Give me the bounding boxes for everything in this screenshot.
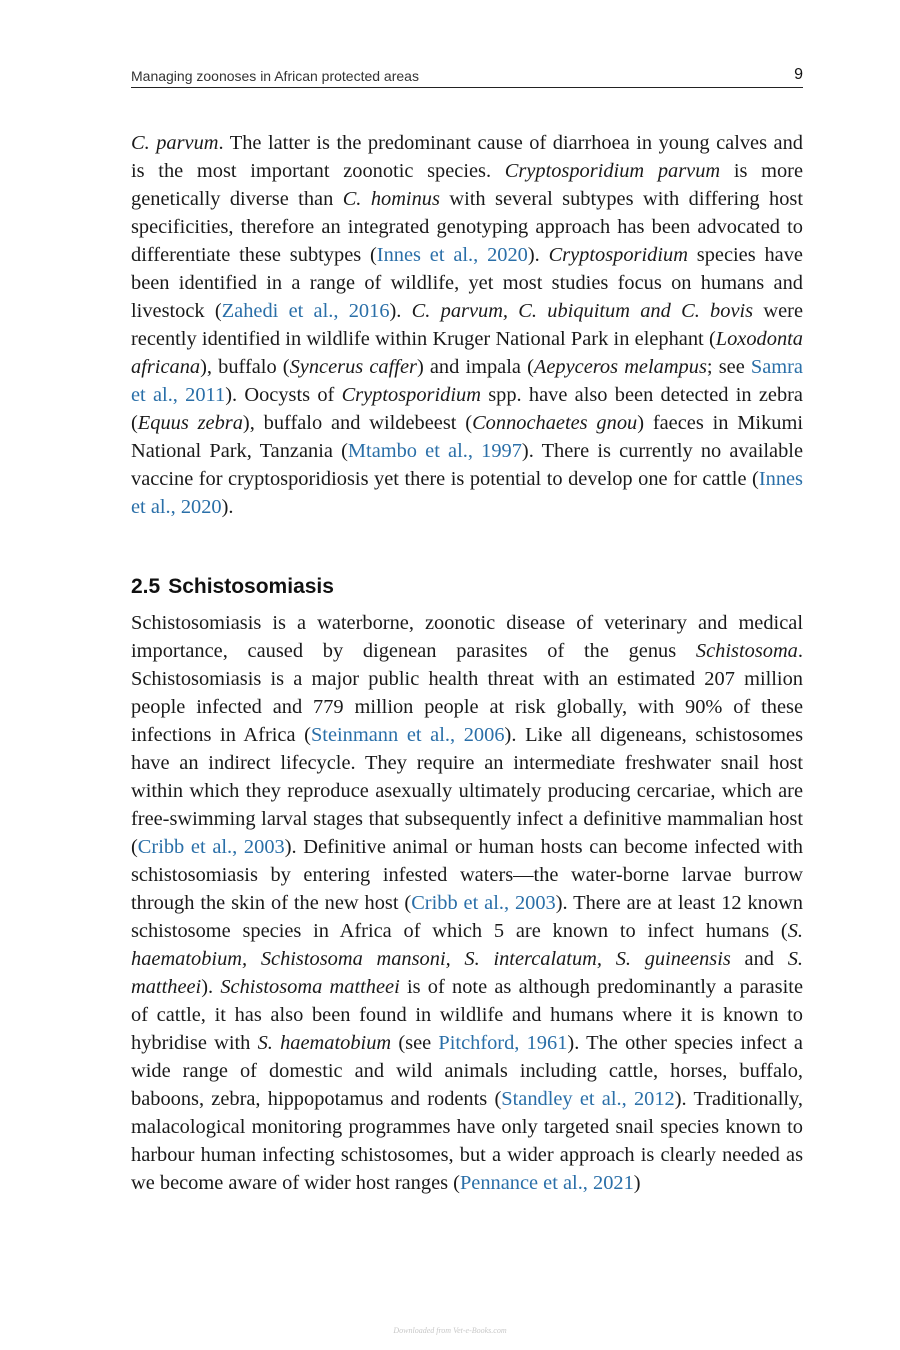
- species-name: C. hominus: [342, 188, 440, 210]
- running-title: Managing zoonoses in African protected areas: [131, 68, 419, 84]
- section-heading: [131, 573, 803, 601]
- citation-link[interactable]: Pennance et al., 2021: [459, 1172, 634, 1194]
- text-run: ).: [527, 244, 549, 266]
- text-run: . Schistosomiasis is a major public health threat with an estimated 207 million people infected and 779 million people at risk globally, with 90% of these infections in Africa (: [131, 640, 803, 746]
- species-name: C. parvum: [131, 132, 219, 154]
- citation-link[interactable]: Standley et al., 2012: [501, 1088, 675, 1110]
- text-run: were recently identified in wildlife within Kruger National Park in elephant (: [131, 300, 803, 350]
- species-name: Syncerus caffer: [289, 356, 417, 378]
- text-run: is more genetically diverse than: [131, 160, 803, 210]
- text-run: species have been identified in a range of wildlife, yet most studies focus on humans and livestock (: [131, 244, 803, 322]
- text-run: ). Definitive animal or human hosts can become infected with schistosomiasis by entering infested waters—the water-borne larvae burrow through the skin of the new host (: [131, 836, 803, 914]
- text-run: . The latter is the predominant cause of diarrhoea in young calves and is the most important zoonotic species.: [131, 132, 803, 182]
- page-number: 9: [794, 66, 803, 83]
- text-run: ). The other species infect a wide range of domestic and wild animals including cattle, horses, buffalo, baboons, zebra, hippopotamus and rodents (: [131, 1032, 803, 1110]
- text-run: is of note as although predominantly a parasite of cattle, it has also been found in wildlife and humans where it is known to hybridise with: [131, 976, 803, 1054]
- text-run: with several subtypes with differing host specificities, therefore an integrated genotyping approach has been advocated to differentiate these subtypes (: [131, 188, 804, 266]
- text-run: ): [633, 1172, 641, 1194]
- download-watermark: Downloaded from Vet-e-Books.com: [393, 1326, 507, 1335]
- citation-link[interactable]: Samra et al., 2011: [131, 356, 803, 406]
- citation-link[interactable]: Innes et al., 2020: [131, 468, 803, 518]
- species-name: Schistosoma: [695, 640, 798, 662]
- text-run: ) and impala (: [416, 356, 534, 378]
- species-name: Cryptosporidium parvum: [504, 160, 721, 182]
- text-run: (see: [391, 1032, 439, 1054]
- text-run: spp. have also been detected in zebra (: [131, 384, 803, 434]
- paragraph-cryptosporidium: [131, 129, 803, 521]
- citation-link[interactable]: Cribb et al., 2003: [137, 836, 285, 858]
- species-name: Cryptosporidium: [341, 384, 481, 406]
- running-header: [131, 66, 803, 88]
- species-name: Equus zebra: [137, 412, 243, 434]
- text-run: ).: [389, 300, 412, 322]
- citation-link[interactable]: Innes et al., 2020: [376, 244, 528, 266]
- text-run: ).: [201, 976, 221, 998]
- species-name: S. mattheei: [131, 948, 803, 998]
- text-run: ) faeces in Mikumi National Park, Tanzania (: [131, 412, 803, 462]
- species-name: Connochaetes gnou: [472, 412, 638, 434]
- citation-link[interactable]: Zahedi et al., 2016: [221, 300, 390, 322]
- species-name: Cryptosporidium: [548, 244, 688, 266]
- text-run: ). Traditionally, malacological monitoring programmes have only targeted snail species known to harbour human infecting schistosomes, but a wider approach is clearly needed as we become aware of wider host ranges (: [131, 1088, 803, 1194]
- citation-link[interactable]: Steinmann et al., 2006: [310, 724, 505, 746]
- section-number: 2.5: [131, 575, 161, 598]
- paragraph-schistosomiasis: [131, 609, 803, 1197]
- text-run: Schistosomiasis is a waterborne, zoonotic disease of veterinary and medical importance, caused by digenean parasites of the genus: [131, 612, 803, 662]
- citation-link[interactable]: Pitchford, 1961: [438, 1032, 568, 1054]
- citation-link[interactable]: Cribb et al., 2003: [411, 892, 556, 914]
- text-run: and: [730, 948, 788, 970]
- text-run: ), buffalo (: [200, 356, 290, 378]
- species-name: C. parvum, C. ubiquitum and C. bovis: [411, 300, 754, 322]
- section-title: Schistosomiasis: [168, 575, 334, 598]
- species-name: Aepyceros melampus: [533, 356, 707, 378]
- species-name: Loxodonta africana: [131, 328, 803, 378]
- species-name: S. haematobium, Schistosoma mansoni, S. intercalatum, S. guineensis: [131, 920, 803, 970]
- text-run: ).: [221, 496, 234, 518]
- species-name: S. haematobium: [257, 1032, 392, 1054]
- main-content: [131, 129, 803, 1197]
- citation-link[interactable]: Mtambo et al., 1997: [347, 440, 522, 462]
- text-run: ). There are at least 12 known schistosome species in Africa of which 5 are known to infect humans (: [131, 892, 803, 942]
- text-run: ). Oocysts of: [225, 384, 342, 406]
- text-run: ), buffalo and wildebeest (: [242, 412, 473, 434]
- text-run: ). Like all digeneans, schistosomes have an indirect lifecycle. They require an intermediate freshwater snail host within which they reproduce asexually ultimately producing cercariae, which are free-swimming larval stages that subsequently infect a definitive mammalian host (: [131, 724, 803, 858]
- text-run: ; see: [706, 356, 751, 378]
- species-name: Schistosoma mattheei: [220, 976, 400, 998]
- text-run: ). There is currently no available vaccine for cryptosporidiosis yet there is potential to develop one for cattle (: [131, 440, 803, 490]
